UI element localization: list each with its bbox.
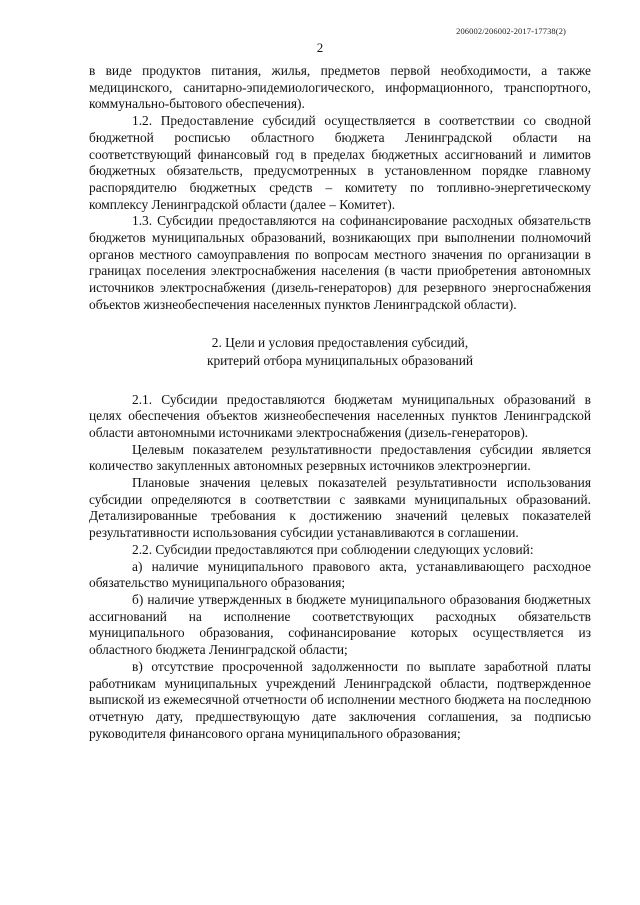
paragraph: 2.1. Субсидии предоставляются бюджетам муниципальных образований в целях обеспечения объектов жизнеобеспечения населенных пунктов Ленинградской области автономными источниками электроснабжения (дизель-генераторов). — [89, 391, 591, 440]
list-item: а) наличие муниципального правового акта, устанавливающего расходное обязательство муниципального образования; — [89, 558, 591, 591]
document-body — [89, 63, 591, 742]
section-heading-line: 2. Цели и условия предоставления субсидий, — [211, 334, 469, 350]
page-number: 2 — [316, 40, 324, 55]
paragraph: Плановые значения целевых показателей результативности использования субсидии определяются в соответствии с заявками муниципальных образований. Детализированные требования к достижению значений целевых показателей результативности использования субсидии устанавливаются в соглашении. — [89, 475, 591, 541]
paragraph: 1.2. Предоставление субсидий осуществляется в соответствии со сводной бюджетной росписью областного бюджета Ленинградской области на соответствующий финансовый год в пределах бюджетных ассигнований и лимитов бюджетных обязательств, предусмотренных в установленном порядке главному распорядителю бюджетных средств – комитету по топливно-энергетическому комплексу Ленинградской области (далее – Комитет). — [89, 113, 591, 212]
paragraph: 1.3. Субсидии предоставляются на софинансирование расходных обязательств бюджетов муниципальных образований, возникающих при выполнении полномочий органов местного самоуправления по вопросам местного значения по организации в границах поселения электроснабжения населения (в части приобретения автономных источников электроснабжения (дизель-генераторов) для резервного энергоснабжения объектов жизнеобеспечения населенных пунктов Ленинградской области). — [89, 213, 591, 312]
section-heading-line: критерий отбора муниципальных образований — [206, 352, 474, 368]
document-id: 206002/206002-2017-17738(2) — [456, 26, 566, 36]
paragraph: в виде продуктов питания, жилья, предметов первой необходимости, а также медицинского, санитарно-эпидемиологического, информационного, транспортного, коммунально-бытового обеспечения). — [89, 63, 591, 112]
section-heading — [89, 334, 591, 370]
list-item: б) наличие утвержденных в бюджете муниципального образования бюджетных ассигнований на исполнение соответствующих расходных обязательств муниципального образования, софинансирование которых осуществляется из областного бюджета Ленинградской области; — [89, 591, 591, 658]
paragraph: Целевым показателем результативности предоставления субсидии является количество закупленных автономных резервных источников электроэнергии. — [89, 441, 591, 474]
list-item: в) отсутствие просроченной задолженности по выплате заработной платы работникам муниципальных учреждений Ленинградской области, подтвержденное выпиской из ежемесячной отчетности об исполнении местного бюджета на последнюю отчетную дату, предшествующую дате заключения соглашения, за подписью руководителя финансового органа муниципального образования; — [89, 658, 591, 741]
paragraph: 2.2. Субсидии предоставляются при соблюдении следующих условий: — [132, 541, 534, 557]
